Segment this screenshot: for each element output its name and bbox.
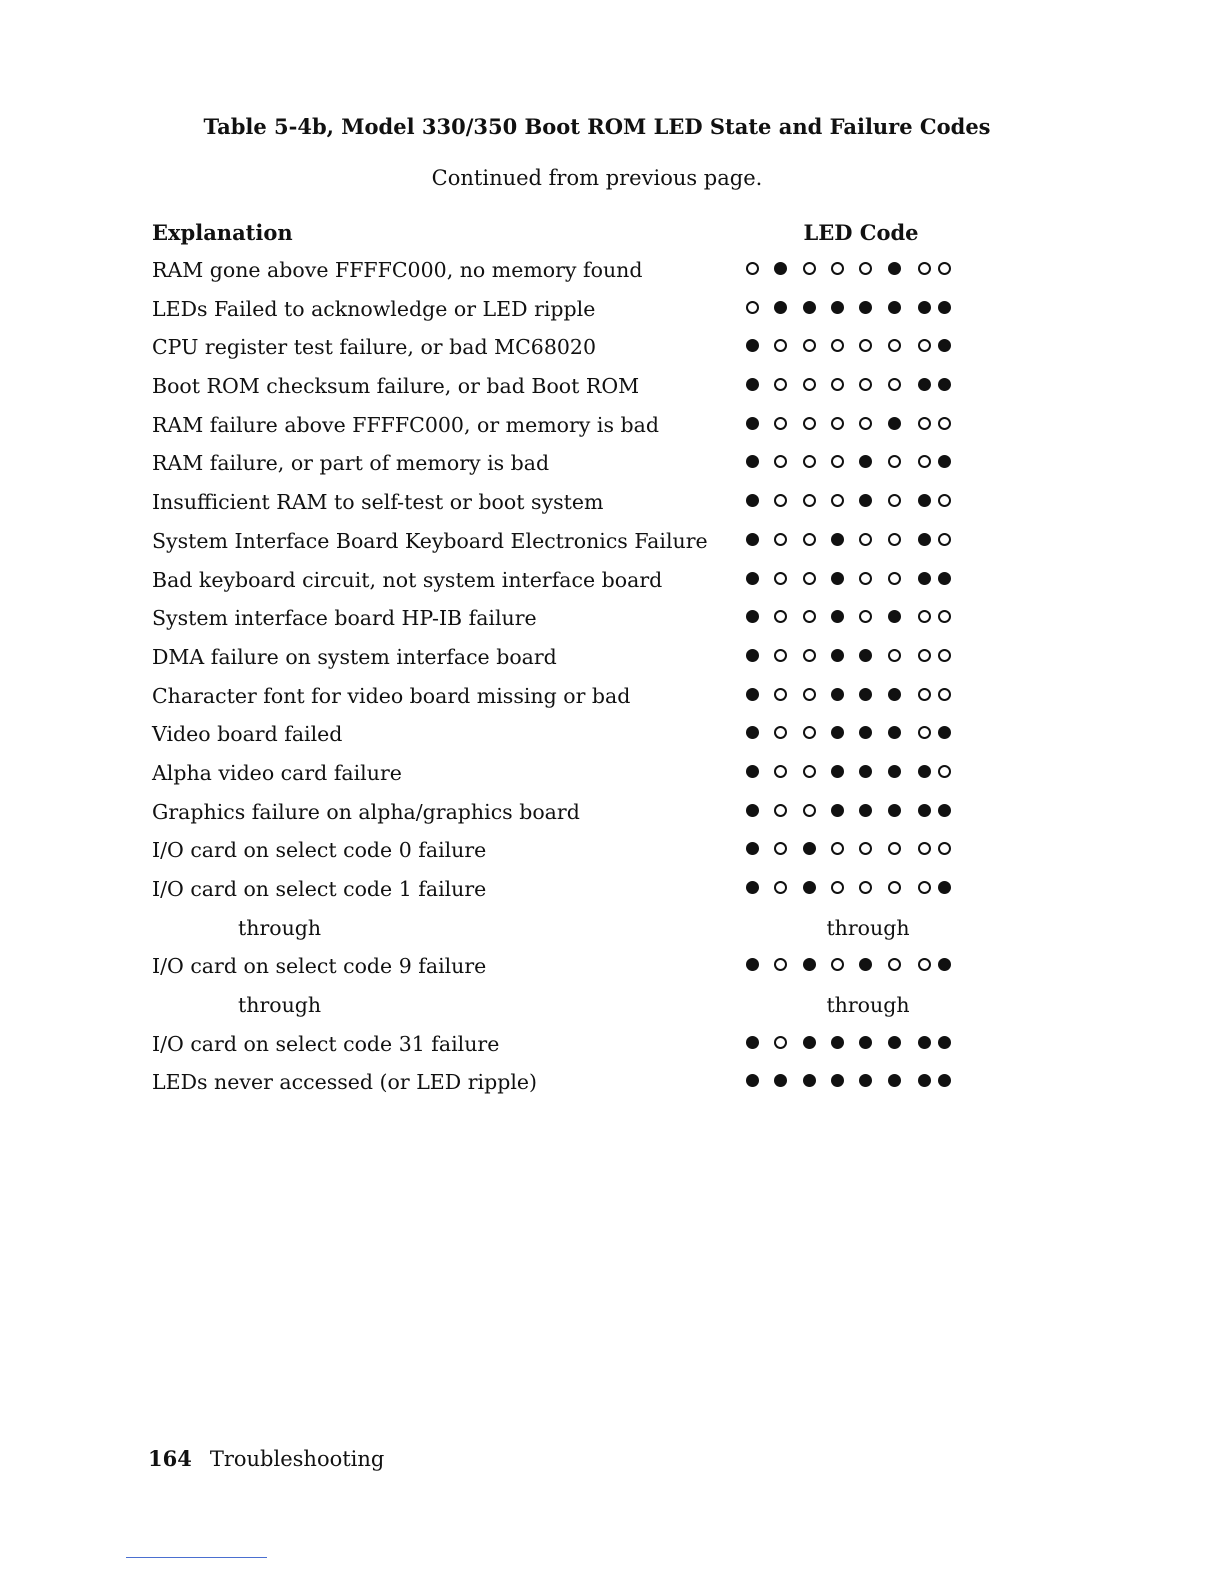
led-off-indicator bbox=[888, 649, 901, 662]
led-on-indicator bbox=[746, 455, 759, 468]
led-on-indicator bbox=[746, 572, 759, 585]
led-off-indicator bbox=[774, 881, 787, 894]
led-on-indicator bbox=[831, 1036, 844, 1049]
led-off-indicator bbox=[774, 958, 787, 971]
table-row bbox=[0, 366, 1224, 405]
table-row bbox=[0, 946, 1224, 985]
led-on-indicator bbox=[918, 572, 931, 585]
led-on-indicator bbox=[918, 765, 931, 778]
led-off-indicator bbox=[746, 301, 759, 314]
led-off-indicator bbox=[831, 339, 844, 352]
led-code bbox=[746, 1034, 956, 1054]
led-on-indicator bbox=[803, 881, 816, 894]
led-on-indicator bbox=[938, 455, 951, 468]
led-on-indicator bbox=[746, 339, 759, 352]
led-on-indicator bbox=[831, 649, 844, 662]
led-code bbox=[746, 376, 956, 396]
led-off-indicator bbox=[938, 533, 951, 546]
led-off-indicator bbox=[774, 572, 787, 585]
led-code bbox=[746, 608, 956, 628]
table-row bbox=[0, 714, 1224, 753]
led-on-indicator bbox=[888, 1036, 901, 1049]
led-on-indicator bbox=[859, 1074, 872, 1087]
led-off-indicator bbox=[888, 339, 901, 352]
through-code-label: through bbox=[826, 993, 910, 1018]
led-on-indicator bbox=[746, 649, 759, 662]
led-code bbox=[746, 763, 956, 783]
led-on-indicator bbox=[938, 572, 951, 585]
led-on-indicator bbox=[831, 765, 844, 778]
led-code bbox=[746, 802, 956, 822]
led-on-indicator bbox=[746, 958, 759, 971]
table-row bbox=[0, 637, 1224, 676]
led-on-indicator bbox=[888, 262, 901, 275]
led-on-indicator bbox=[746, 494, 759, 507]
led-off-indicator bbox=[774, 339, 787, 352]
led-off-indicator bbox=[859, 881, 872, 894]
table-row bbox=[0, 289, 1224, 328]
led-on-indicator bbox=[746, 804, 759, 817]
through-row bbox=[0, 908, 1224, 947]
led-off-indicator bbox=[774, 417, 787, 430]
led-table bbox=[0, 250, 1224, 1101]
table-row bbox=[0, 405, 1224, 444]
led-code bbox=[746, 840, 956, 860]
led-off-indicator bbox=[888, 842, 901, 855]
led-off-indicator bbox=[918, 842, 931, 855]
led-on-indicator bbox=[803, 1074, 816, 1087]
led-off-indicator bbox=[774, 1036, 787, 1049]
led-off-indicator bbox=[774, 649, 787, 662]
led-on-indicator bbox=[831, 533, 844, 546]
table-row bbox=[0, 598, 1224, 637]
led-on-indicator bbox=[888, 417, 901, 430]
table-row bbox=[0, 792, 1224, 831]
led-off-indicator bbox=[803, 649, 816, 662]
led-on-indicator bbox=[888, 301, 901, 314]
explanation-text: RAM gone above FFFFC000, no memory found bbox=[152, 258, 643, 282]
led-off-indicator bbox=[938, 494, 951, 507]
led-off-indicator bbox=[774, 688, 787, 701]
table-row bbox=[0, 1062, 1224, 1101]
led-off-indicator bbox=[831, 262, 844, 275]
led-off-indicator bbox=[831, 842, 844, 855]
led-off-indicator bbox=[774, 455, 787, 468]
led-on-indicator bbox=[831, 301, 844, 314]
led-on-indicator bbox=[831, 572, 844, 585]
led-on-indicator bbox=[918, 804, 931, 817]
table-row bbox=[0, 443, 1224, 482]
explanation-text: Insufficient RAM to self-test or boot system bbox=[152, 490, 604, 515]
led-on-indicator bbox=[774, 301, 787, 314]
led-off-indicator bbox=[803, 726, 816, 739]
led-off-indicator bbox=[859, 842, 872, 855]
explanation-text: I/O card on select code 31 failure bbox=[152, 1031, 500, 1056]
led-off-indicator bbox=[918, 417, 931, 430]
explanation-text: Boot ROM checksum failure, or bad Boot ROM bbox=[152, 374, 640, 399]
led-on-indicator bbox=[746, 1074, 759, 1087]
table-row bbox=[0, 753, 1224, 792]
through-code-label: through bbox=[826, 915, 910, 940]
table-row bbox=[0, 560, 1224, 599]
led-on-indicator bbox=[831, 1074, 844, 1087]
led-on-indicator bbox=[859, 765, 872, 778]
led-off-indicator bbox=[918, 688, 931, 701]
led-on-indicator bbox=[803, 958, 816, 971]
led-on-indicator bbox=[938, 339, 951, 352]
led-off-indicator bbox=[938, 610, 951, 623]
led-code bbox=[746, 453, 956, 473]
led-on-indicator bbox=[888, 804, 901, 817]
led-on-indicator bbox=[859, 958, 872, 971]
explanation-text: System Interface Board Keyboard Electronics Failure bbox=[152, 528, 708, 553]
explanation-text: Alpha video card failure bbox=[152, 760, 402, 785]
explanation-header: Explanation bbox=[152, 220, 293, 245]
led-off-indicator bbox=[746, 262, 759, 275]
led-on-indicator bbox=[888, 726, 901, 739]
led-off-indicator bbox=[803, 804, 816, 817]
led-off-indicator bbox=[803, 572, 816, 585]
led-on-indicator bbox=[918, 378, 931, 391]
led-on-indicator bbox=[831, 804, 844, 817]
table-row bbox=[0, 830, 1224, 869]
led-off-indicator bbox=[888, 455, 901, 468]
led-off-indicator bbox=[888, 958, 901, 971]
footer-rule bbox=[126, 1557, 267, 1558]
led-off-indicator bbox=[774, 842, 787, 855]
table-row bbox=[0, 250, 1224, 289]
table-row bbox=[0, 1024, 1224, 1063]
through-label: through bbox=[238, 993, 322, 1018]
led-off-indicator bbox=[859, 262, 872, 275]
led-on-indicator bbox=[831, 726, 844, 739]
led-off-indicator bbox=[803, 378, 816, 391]
led-on-indicator bbox=[859, 688, 872, 701]
led-on-indicator bbox=[746, 378, 759, 391]
led-off-indicator bbox=[803, 765, 816, 778]
led-off-indicator bbox=[803, 262, 816, 275]
led-off-indicator bbox=[888, 881, 901, 894]
led-on-indicator bbox=[888, 765, 901, 778]
led-off-indicator bbox=[859, 610, 872, 623]
led-off-indicator bbox=[774, 765, 787, 778]
led-off-indicator bbox=[831, 455, 844, 468]
led-off-indicator bbox=[918, 649, 931, 662]
led-off-indicator bbox=[859, 339, 872, 352]
section-name: Troubleshooting bbox=[209, 1447, 385, 1471]
explanation-text: Bad keyboard circuit, not system interface board bbox=[152, 567, 663, 592]
led-on-indicator bbox=[803, 842, 816, 855]
led-code bbox=[746, 260, 956, 280]
explanation-text: Graphics failure on alpha/graphics board bbox=[152, 799, 580, 824]
through-label: through bbox=[238, 915, 322, 940]
led-code bbox=[746, 1072, 956, 1092]
led-code bbox=[746, 686, 956, 706]
led-code bbox=[746, 492, 956, 512]
led-on-indicator bbox=[774, 262, 787, 275]
explanation-text: I/O card on select code 9 failure bbox=[152, 954, 487, 979]
led-on-indicator bbox=[938, 881, 951, 894]
led-off-indicator bbox=[888, 494, 901, 507]
led-off-indicator bbox=[803, 688, 816, 701]
led-on-indicator bbox=[888, 1074, 901, 1087]
led-on-indicator bbox=[746, 610, 759, 623]
led-on-indicator bbox=[859, 455, 872, 468]
led-on-indicator bbox=[746, 417, 759, 430]
explanation-text: RAM failure above FFFFC000, or memory is bad bbox=[152, 412, 659, 437]
explanation-text: LEDs never accessed (or LED ripple) bbox=[152, 1070, 538, 1095]
led-code bbox=[746, 956, 956, 976]
led-on-indicator bbox=[888, 610, 901, 623]
explanation-text: System interface board HP-IB failure bbox=[152, 606, 537, 631]
table-row bbox=[0, 869, 1224, 908]
led-off-indicator bbox=[803, 417, 816, 430]
led-code-header: LED Code bbox=[803, 220, 919, 245]
led-off-indicator bbox=[803, 494, 816, 507]
led-on-indicator bbox=[918, 301, 931, 314]
table-title: Table 5-4b, Model 330/350 Boot ROM LED State and Failure Codes bbox=[203, 114, 991, 139]
led-off-indicator bbox=[774, 494, 787, 507]
explanation-text: Video board failed bbox=[152, 722, 343, 747]
led-on-indicator bbox=[831, 610, 844, 623]
led-off-indicator bbox=[918, 958, 931, 971]
page-number: 164 bbox=[148, 1446, 192, 1471]
led-off-indicator bbox=[859, 572, 872, 585]
led-off-indicator bbox=[888, 533, 901, 546]
led-off-indicator bbox=[888, 572, 901, 585]
led-on-indicator bbox=[746, 533, 759, 546]
table-row bbox=[0, 521, 1224, 560]
led-on-indicator bbox=[938, 1036, 951, 1049]
led-on-indicator bbox=[938, 1074, 951, 1087]
led-off-indicator bbox=[803, 455, 816, 468]
led-on-indicator bbox=[918, 533, 931, 546]
led-code bbox=[746, 879, 956, 899]
led-code bbox=[746, 724, 956, 744]
led-on-indicator bbox=[831, 688, 844, 701]
led-off-indicator bbox=[803, 339, 816, 352]
led-off-indicator bbox=[938, 765, 951, 778]
explanation-text: I/O card on select code 0 failure bbox=[152, 838, 487, 863]
led-on-indicator bbox=[746, 842, 759, 855]
led-off-indicator bbox=[774, 804, 787, 817]
led-code bbox=[746, 337, 956, 357]
led-off-indicator bbox=[888, 378, 901, 391]
led-off-indicator bbox=[859, 378, 872, 391]
led-on-indicator bbox=[918, 494, 931, 507]
led-on-indicator bbox=[859, 494, 872, 507]
through-row bbox=[0, 985, 1224, 1024]
led-on-indicator bbox=[746, 881, 759, 894]
led-off-indicator bbox=[831, 378, 844, 391]
led-off-indicator bbox=[831, 494, 844, 507]
led-off-indicator bbox=[774, 726, 787, 739]
led-off-indicator bbox=[859, 533, 872, 546]
led-off-indicator bbox=[831, 417, 844, 430]
page-footer bbox=[148, 1446, 384, 1471]
led-on-indicator bbox=[859, 804, 872, 817]
led-off-indicator bbox=[938, 262, 951, 275]
led-on-indicator bbox=[746, 765, 759, 778]
led-off-indicator bbox=[918, 455, 931, 468]
led-code bbox=[746, 647, 956, 667]
explanation-text: CPU register test failure, or bad MC68020 bbox=[152, 335, 596, 360]
led-on-indicator bbox=[803, 1036, 816, 1049]
led-off-indicator bbox=[918, 610, 931, 623]
led-off-indicator bbox=[774, 610, 787, 623]
led-off-indicator bbox=[803, 533, 816, 546]
led-off-indicator bbox=[938, 649, 951, 662]
led-off-indicator bbox=[918, 881, 931, 894]
explanation-text: Character font for video board missing or bad bbox=[152, 683, 631, 708]
led-on-indicator bbox=[746, 688, 759, 701]
led-off-indicator bbox=[938, 417, 951, 430]
led-off-indicator bbox=[803, 610, 816, 623]
led-off-indicator bbox=[831, 958, 844, 971]
led-off-indicator bbox=[918, 262, 931, 275]
led-on-indicator bbox=[938, 301, 951, 314]
led-on-indicator bbox=[938, 958, 951, 971]
led-on-indicator bbox=[938, 726, 951, 739]
led-code bbox=[746, 415, 956, 435]
led-on-indicator bbox=[918, 1074, 931, 1087]
led-code bbox=[746, 299, 956, 319]
led-code bbox=[746, 531, 956, 551]
table-row bbox=[0, 482, 1224, 521]
led-off-indicator bbox=[774, 533, 787, 546]
led-on-indicator bbox=[859, 726, 872, 739]
led-on-indicator bbox=[774, 1074, 787, 1087]
led-off-indicator bbox=[918, 726, 931, 739]
led-off-indicator bbox=[918, 339, 931, 352]
led-code bbox=[746, 570, 956, 590]
led-off-indicator bbox=[938, 688, 951, 701]
led-on-indicator bbox=[859, 649, 872, 662]
led-on-indicator bbox=[888, 688, 901, 701]
led-on-indicator bbox=[859, 1036, 872, 1049]
led-off-indicator bbox=[859, 417, 872, 430]
explanation-text: I/O card on select code 1 failure bbox=[152, 877, 487, 901]
led-on-indicator bbox=[918, 1036, 931, 1049]
led-on-indicator bbox=[938, 378, 951, 391]
explanation-text: LEDs Failed to acknowledge or LED ripple bbox=[152, 296, 596, 321]
led-on-indicator bbox=[859, 301, 872, 314]
explanation-text: DMA failure on system interface board bbox=[152, 644, 557, 669]
table-row bbox=[0, 327, 1224, 366]
table-subtitle: Continued from previous page. bbox=[431, 166, 763, 190]
led-off-indicator bbox=[774, 378, 787, 391]
led-on-indicator bbox=[746, 726, 759, 739]
led-on-indicator bbox=[938, 804, 951, 817]
led-off-indicator bbox=[938, 842, 951, 855]
led-on-indicator bbox=[746, 1036, 759, 1049]
led-on-indicator bbox=[803, 301, 816, 314]
led-off-indicator bbox=[831, 881, 844, 894]
explanation-text: RAM failure, or part of memory is bad bbox=[152, 451, 550, 476]
table-row bbox=[0, 676, 1224, 715]
